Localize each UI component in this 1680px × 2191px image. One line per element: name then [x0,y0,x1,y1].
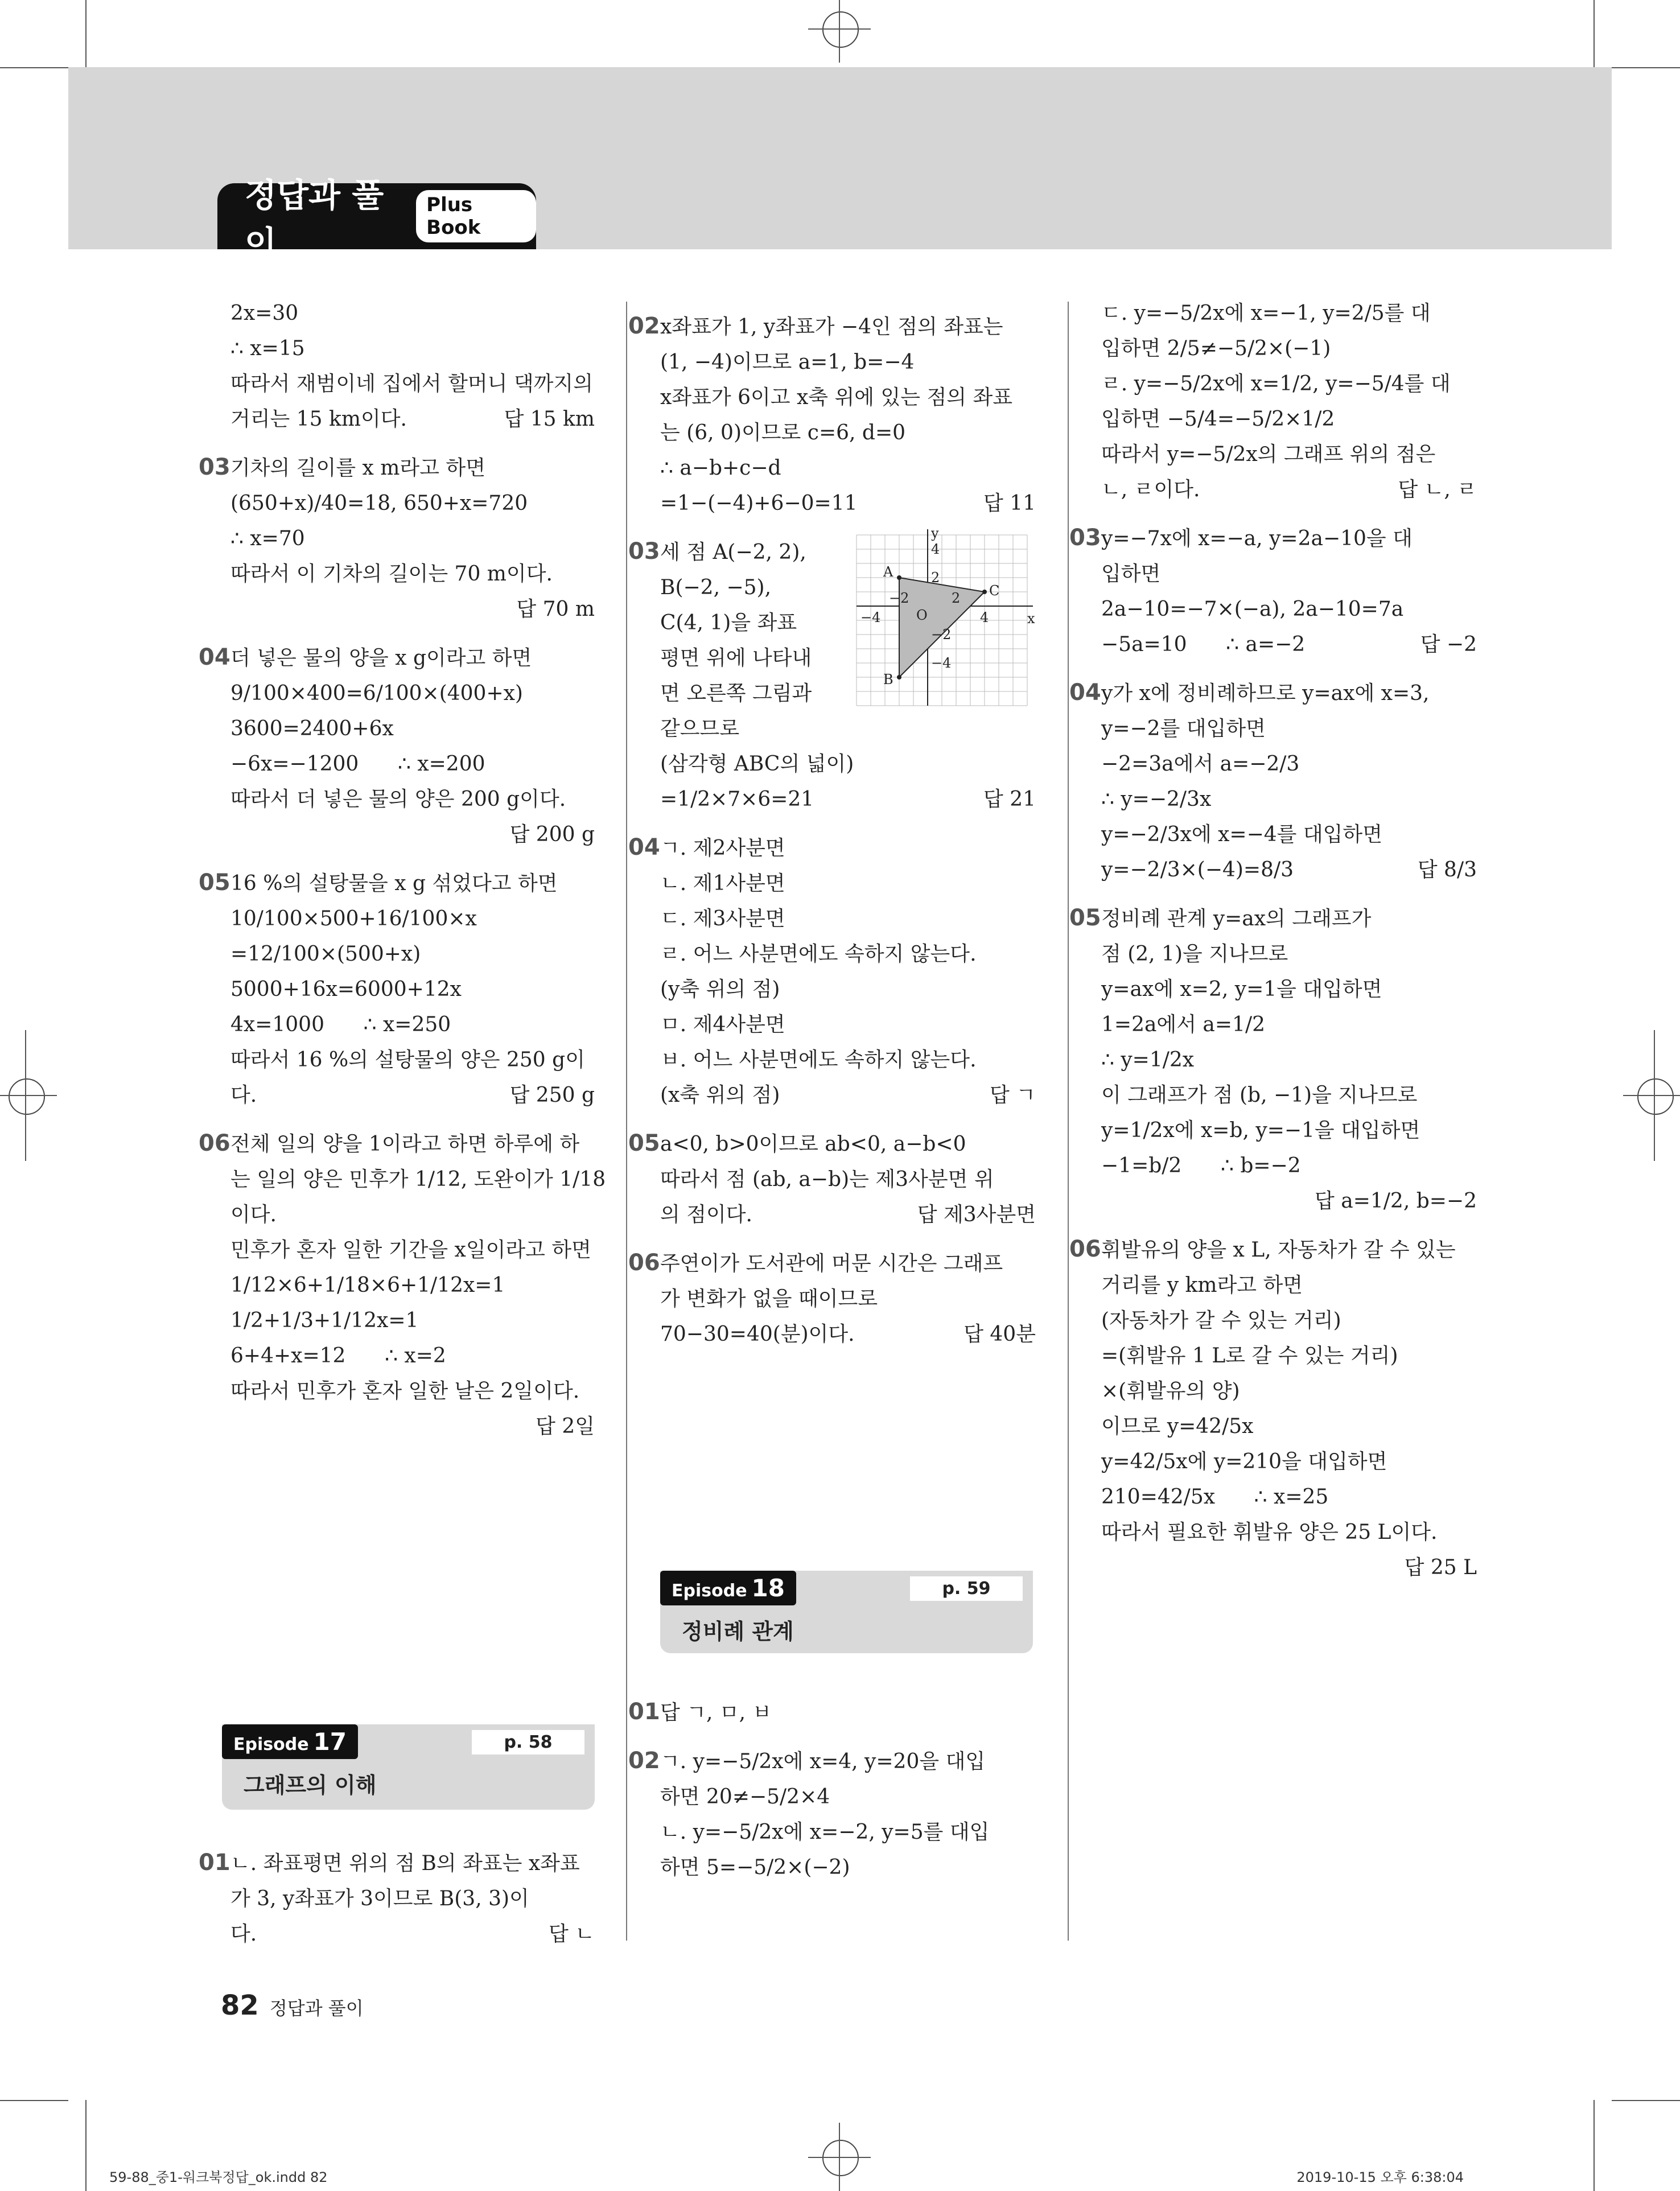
line-text: y=42/5x에 y=210을 대입하면 [1101,1450,1387,1473]
line-text: ㄴ. 좌표평면 위의 점 B의 좌표는 x좌표 [230,1852,580,1875]
registration-mark-icon [1654,1030,1655,1161]
text-line [230,1268,595,1303]
question-number: 06 [1069,1236,1101,1262]
line-text: 9/100×400=6/100×(400+x) [230,682,523,705]
crop-mark [0,67,68,68]
line-text: 5000+16x=6000+12x [230,978,462,1001]
column-divider [1068,302,1069,1941]
text-line [230,817,595,852]
line-text: ㄴ, ㄹ이다. [1101,478,1200,501]
line-text: ㅁ. 제4사분면 [660,1013,785,1036]
line-text: ㄹ. y=−5/2x에 x=1/2, y=−5/4를 대 [1101,372,1451,396]
line-text: 이므로 y=42/5x [1101,1415,1254,1438]
question-number: 01 [199,1850,230,1876]
line-text: 가 변화가 없을 때이므로 [660,1287,878,1311]
text-line [230,1233,595,1268]
text-line [230,1007,595,1043]
text-line [660,1043,1036,1078]
answer-label: 답 70 m [516,598,595,621]
text-line [660,1850,1036,1885]
crop-mark [1612,2100,1680,2101]
line-text: 의 점이다. [660,1203,752,1226]
text-line [1101,1550,1477,1585]
line-text: 따라서 필요한 휘발유 양은 25 L이다. [1101,1521,1438,1544]
point-a-label: A [883,564,893,580]
x-axis-label: x [1027,611,1035,627]
text-line [660,782,1036,817]
text-line [230,521,595,557]
answer-label: 답 ㄴ, ㄹ [1398,478,1477,501]
line-text: ×(휘발유의 양) [1101,1379,1240,1403]
x-tick-label: 2 [952,590,961,606]
answer-label: 답 8/3 [1417,858,1477,882]
line-text: (650+x)/40=18, 650+x=720 [230,492,528,515]
episode-page: p. 58 [472,1730,584,1755]
text-line [1101,852,1477,888]
episode-number: 18 [751,1574,785,1602]
line-text: ∴ x=70 [230,527,305,550]
episode-tag [222,1724,358,1759]
text-line [1101,296,1477,331]
answer-label: 답 a=1/2, b=−2 [1315,1189,1477,1213]
text-line [230,711,595,747]
slug-file: 59-88_중1-워크북정답_ok.indd 82 [109,2169,328,2185]
question-number: 03 [199,454,230,480]
line-text: ㄴ. 제1사분면 [660,872,785,895]
line-text: ㄱ. y=−5/2x에 x=4, y=20을 대입 [660,1750,986,1773]
line-text: =1−(−4)+6−0=11 [660,492,858,515]
y-tick-label: −4 [931,655,952,671]
answer-label: 답 40분 [963,1323,1036,1346]
episode-tag [660,1571,796,1605]
line-text: 2a−10=−7×(−a), 2a−10=7a [1101,598,1404,621]
line-text: 입하면 [1101,562,1161,586]
line-text: 1/12×6+1/18×6+1/12x=1 [230,1274,505,1297]
crop-mark [85,2100,87,2191]
question-number: 05 [1069,905,1101,931]
text-line [1101,366,1477,402]
text-line [1101,1043,1477,1078]
x-tick-label: 4 [980,609,989,625]
answer-label: 답 ㄴ [549,1922,595,1946]
y-tick-label: −2 [931,627,952,643]
line-text: y=−2를 대입하면 [1101,717,1266,740]
section-title-tab [217,176,536,262]
question-number: 02 [628,1748,660,1774]
text-line [660,1162,1036,1197]
line-text: 따라서 이 기차의 길이는 70 m이다. [230,562,553,586]
column-1 [199,296,606,1444]
text-line [660,1007,1036,1043]
registration-mark-icon [839,0,840,63]
line-text: (y축 위의 점) [660,978,780,1001]
line-text: y=1/2x에 x=b, y=−1을 대입하면 [1101,1119,1420,1142]
footer-label: 정답과 풀이 [269,1998,364,2019]
line-text: 6+4+x=12 ∴ x=2 [230,1344,446,1368]
answer-label: 답 25 L [1404,1556,1477,1579]
text-line [1101,627,1477,662]
line-text: (x축 위의 점) [660,1084,780,1107]
text-line [230,1197,595,1233]
coordinate-graph [848,526,1036,714]
line-text: 입하면 −5/4=−5/2×1/2 [1101,407,1335,431]
line-text: 하면 20≠−5/2×4 [660,1785,830,1809]
line-text: −2=3a에서 a=−2/3 [1101,752,1300,776]
text-line [1101,1444,1477,1480]
slug-date: 2019-10-15 오후 6:38:04 [1296,2169,1464,2185]
line-text: −5a=10 ∴ a=−2 [1101,633,1306,656]
text-line [660,415,1036,451]
line-text: 같으므로 [660,717,740,740]
text-line [1101,747,1477,782]
line-text: ㄱ. 제2사분면 [660,837,785,860]
text-line [230,557,595,592]
text-line [230,1409,595,1444]
question-number: 06 [628,1250,660,1276]
text-line [660,937,1036,972]
text-line [230,1303,595,1339]
text-line [1101,937,1477,972]
question-number: 06 [199,1130,230,1156]
line-text: 입하면 2/5≠−5/2×(−1) [1101,337,1331,360]
text-line [230,1162,606,1197]
line-text: 거리를 y km라고 하면 [1101,1274,1303,1297]
text-line [230,1881,595,1917]
line-text: 휘발유의 양을 x L, 자동차가 갈 수 있는 [1101,1238,1456,1262]
answer-label: 답 제3사분면 [917,1203,1036,1226]
text-line [1101,592,1477,627]
column-divider [626,302,627,1941]
text-line [1101,1480,1477,1515]
line-text: 따라서 더 넣은 물의 양은 200 g이다. [230,788,566,811]
text-line [230,676,595,711]
line-text: 따라서 민후가 혼자 일한 날은 2일이다. [230,1379,580,1403]
registration-mark-icon [822,11,859,48]
point-b-label: B [883,672,893,687]
text-line [1101,557,1477,592]
line-text: 는 (6, 0)이므로 c=6, d=0 [660,421,906,444]
vertex-point [897,675,901,679]
line-text: y가 x에 정비례하므로 y=ax에 x=3, [1101,682,1430,705]
y-tick-label: 2 [931,570,940,586]
line-text: (1, −4)이므로 a=1, b=−4 [660,351,915,374]
line-text: 다. [230,1922,257,1946]
registration-mark-icon [1637,1078,1674,1115]
line-text: ㅂ. 어느 사분면에도 속하지 않는다. [660,1048,977,1072]
text-line [628,1126,1036,1162]
text-line [1101,472,1477,508]
text-line [230,486,595,521]
line-text: ∴ a−b+c−d [660,456,781,480]
text-line [628,1245,1036,1282]
text-line [1069,675,1477,711]
episode-label: Episode [672,1581,747,1601]
column-2 [628,296,1036,1352]
text-line [230,366,595,402]
column-2-continued [628,1682,1036,1885]
question-number: 05 [199,870,230,896]
line-text: ㄹ. 어느 사분면에도 속하지 않는다. [660,942,977,966]
text-line [1101,1374,1477,1409]
line-text: 따라서 16 %의 설탕물의 양은 250 g이 [230,1048,585,1072]
line-text: B(−2, −5), [660,576,772,599]
line-text: ㄷ. y=−5/2x에 x=−1, y=2/5를 대 [1101,302,1431,325]
answer-label: 답 2일 [536,1415,595,1438]
text-line [1101,1303,1477,1339]
line-text: 70−30=40(분)이다. [660,1323,855,1346]
line-text: 전체 일의 양을 1이라고 하면 하루에 하 [230,1132,580,1156]
line-text: −6x=−1200 ∴ x=200 [230,752,485,776]
text-line [230,1078,595,1113]
y-tick-label: 4 [931,541,940,557]
episode-18-box [660,1571,1033,1653]
vertex-point [982,590,987,594]
line-text: 이 그래프가 점 (b, −1)을 지나므로 [1101,1084,1418,1107]
crop-mark [85,0,87,67]
line-text: 정비례 관계 y=ax의 그래프가 [1101,907,1372,930]
line-text: 민후가 혼자 일한 기간을 x일이라고 하면 [230,1238,591,1262]
text-line [1101,1409,1477,1444]
line-text: a<0, b>0이므로 ab<0, a−b<0 [660,1132,966,1156]
x-tick-label: −4 [860,609,881,625]
text-line [230,1339,595,1374]
answer-label: 답 200 g [509,823,595,846]
episode-number: 17 [313,1728,347,1756]
text-line [230,296,595,331]
page-number: 82 [221,1990,259,2021]
answer-label: 답 −2 [1420,633,1477,656]
line-text: 답 ㄱ, ㅁ, ㅂ [660,1701,772,1724]
text-line [660,1317,1036,1352]
text-line [628,1694,1036,1731]
line-text: 따라서 재범이네 집에서 할머니 댁까지의 [230,372,593,396]
answer-label: 답 15 km [504,407,595,431]
text-line [230,782,595,817]
text-line [628,1743,1036,1780]
line-text: =1/2×7×6=21 [660,788,814,811]
line-text: 하면 5=−5/2×(−2) [660,1856,850,1879]
text-line [199,640,595,676]
crop-mark [1593,0,1595,67]
registration-mark-icon [808,2157,871,2158]
text-line [660,711,1036,747]
episode-page: p. 59 [910,1576,1023,1601]
answer-label: 답 ㄱ [990,1084,1036,1107]
text-line [230,402,595,437]
text-line [199,865,595,901]
text-line [660,972,1036,1007]
line-text: 더 넣은 물의 양을 x g이라고 하면 [230,646,532,670]
line-text: 거리는 15 km이다. [230,407,407,431]
text-line [1101,972,1477,1007]
line-text: (삼각형 ABC의 넓이) [660,752,854,776]
line-text: 점 (2, 1)을 지나므로 [1101,942,1288,966]
text-line [1101,1007,1477,1043]
text-line [230,592,595,627]
coordinate-graph-svg [848,526,1036,714]
plus-book-badge: Plus Book [416,190,536,242]
episode-title: 그래프의 이해 [244,1773,377,1798]
text-line [660,747,1036,782]
line-text: 면 오른쪽 그림과 [660,682,812,705]
registration-mark-icon [822,2140,859,2176]
question-number: 03 [1069,525,1101,551]
text-line [230,1043,595,1078]
line-text: y=−2/3x에 x=−4를 대입하면 [1101,823,1382,846]
text-line [1101,1148,1477,1184]
line-text: ∴ x=15 [230,337,305,360]
line-text: 따라서 y=−5/2x의 그래프 위의 점은 [1101,443,1436,466]
text-line [230,972,595,1007]
line-text: =12/100×(500+x) [230,942,421,966]
text-line [660,380,1036,415]
line-text: 따라서 점 (ab, a−b)는 제3사분면 위 [660,1168,994,1191]
text-line [628,830,1036,866]
line-text: 1/2+1/3+1/12x=1 [230,1309,419,1332]
line-text: 가 3, y좌표가 3이므로 B(3, 3)이 [230,1887,529,1910]
question-number: 02 [628,313,660,339]
line-text: ∴ y=1/2x [1101,1048,1195,1072]
line-text: 10/100×500+16/100×x [230,907,477,930]
line-text: 세 점 A(−2, 2), [660,541,806,564]
line-text: 16 %의 설탕물을 x g 섞었다고 하면 [230,872,558,895]
text-line [1101,1113,1477,1148]
text-line [1101,1184,1477,1219]
line-text: ㄷ. 제3사분면 [660,907,785,930]
registration-mark-icon [0,1095,57,1096]
x-tick-label: −2 [889,590,909,606]
line-text: ㄴ. y=−5/2x에 x=−2, y=5를 대입 [660,1821,990,1844]
text-line [230,747,595,782]
question-number: 04 [628,834,660,860]
text-line [660,1780,1036,1815]
text-line [230,937,595,972]
origin-label: O [916,607,928,623]
text-line [1069,900,1477,937]
answer-label: 답 250 g [509,1084,595,1107]
registration-mark-icon [808,28,871,30]
answer-label: 답 21 [983,788,1036,811]
text-line [1101,1515,1477,1550]
line-text: 2x=30 [230,302,299,325]
page-footer [221,1990,364,2021]
text-line [1101,711,1477,747]
text-line [1069,1232,1477,1268]
line-text: y=−7x에 x=−a, y=2a−10을 대 [1101,527,1413,550]
page-title: 정답과 풀이 [245,176,384,262]
text-line [660,1815,1036,1850]
line-text: x좌표가 6이고 x축 위에 있는 점의 좌표 [660,386,1013,409]
text-line [1101,402,1477,437]
text-line [660,1282,1036,1317]
text-line [199,450,595,486]
text-line [660,1197,1036,1233]
question-number: 04 [199,644,230,670]
text-line [660,451,1036,486]
line-text: 주연이가 도서관에 머문 시간은 그래프 [660,1252,1003,1275]
episode-17-box [222,1724,595,1810]
episode-label: Episode [233,1735,309,1755]
crop-mark [1612,67,1680,68]
line-text: 1=2a에서 a=1/2 [1101,1013,1265,1036]
question-number: 05 [628,1130,660,1156]
line-text: 4x=1000 ∴ x=250 [230,1013,451,1036]
line-text: 210=42/5x ∴ x=25 [1101,1485,1329,1509]
line-text: −1=b/2 ∴ b=−2 [1101,1154,1301,1177]
text-line [1101,1339,1477,1374]
column-3 [1069,296,1477,1585]
line-text: 3600=2400+6x [230,717,394,740]
line-text: y=−2/3×(−4)=8/3 [1101,858,1294,882]
column-1-continued [199,1832,595,1952]
text-line [1101,1078,1477,1113]
line-text: C(4, 1)을 좌표 [660,611,797,635]
text-line [230,1917,595,1952]
question-number: 03 [628,538,660,565]
point-c-label: C [989,583,1000,599]
text-line [230,331,595,366]
text-line [199,1845,595,1881]
question-number: 01 [628,1699,660,1725]
registration-mark-icon [25,1030,26,1161]
line-text: (자동차가 갈 수 있는 거리) [1101,1309,1341,1332]
vertex-point [897,575,901,580]
text-line [660,901,1036,937]
line-text: 는 일의 양은 민후가 1/12, 도완이가 1/18 [230,1168,606,1191]
question-number: 04 [1069,679,1101,706]
answer-label: 답 11 [983,492,1036,515]
text-line [660,486,1036,521]
y-axis-label: y [931,526,939,541]
text-line [660,345,1036,380]
text-line [1101,782,1477,817]
crop-mark [0,2100,68,2101]
registration-mark-icon [9,1078,45,1115]
line-text: 평면 위에 나타내 [660,646,812,670]
line-text: 다. [230,1084,257,1107]
episode-title: 정비례 관계 [682,1619,794,1644]
line-text: =(휘발유 1 L로 갈 수 있는 거리) [1101,1344,1398,1368]
text-line [628,308,1036,345]
text-line [660,1078,1036,1113]
line-text: 기차의 길이를 x m라고 하면 [230,456,485,480]
text-line [1101,1268,1477,1303]
text-line [660,866,1036,901]
text-line [230,901,595,937]
text-line [230,1374,595,1409]
line-text: y=ax에 x=2, y=1을 대입하면 [1101,978,1382,1001]
line-text: ∴ y=−2/3x [1101,788,1212,811]
text-line [1101,331,1477,366]
registration-mark-icon [1623,1095,1680,1096]
text-line [1069,520,1477,557]
text-line [1101,437,1477,472]
text-line [1101,817,1477,852]
line-text: x좌표가 1, y좌표가 −4인 점의 좌표는 [660,315,1003,339]
crop-mark [1593,2100,1595,2191]
line-text: 이다. [230,1203,277,1226]
text-line [199,1126,595,1162]
